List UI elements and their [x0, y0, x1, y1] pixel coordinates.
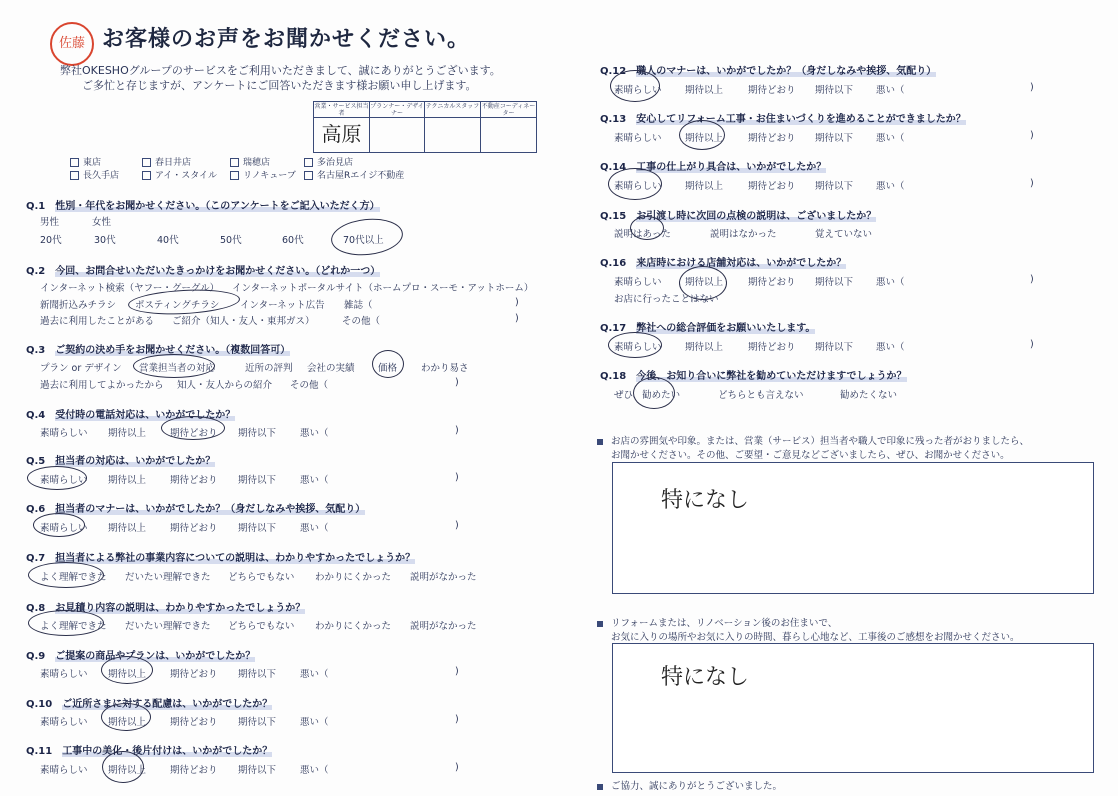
- question-q6: Q.6 担当者のマナーは、いかがでしたか？（身だしなみや挨拶、気配り）: [26, 504, 366, 515]
- rating-bad[interactable]: 悪い（: [876, 181, 905, 192]
- rating-expected[interactable]: 期待どおり: [170, 475, 218, 486]
- store-item: 東店: [70, 155, 101, 168]
- comment-box-2[interactable]: [612, 643, 1094, 773]
- rating-bad[interactable]: 悪い（: [300, 669, 329, 680]
- question-q16: Q.16 来店時における店舗対応は、いかがでしたか？: [600, 258, 847, 269]
- checkbox-icon[interactable]: [70, 158, 79, 167]
- rating-excellent[interactable]: 素晴らしい: [40, 669, 88, 680]
- staff-realestate-name: [481, 118, 536, 152]
- rating-below[interactable]: 期待以下: [238, 765, 277, 776]
- seal-stamp: 佐藤: [50, 22, 94, 66]
- bullet-square-icon: [597, 621, 603, 627]
- rating-bad-close: ): [455, 520, 459, 531]
- thanks-note: ご協力、誠にありがとうございました。: [597, 778, 782, 792]
- option-age-40s[interactable]: 40代: [157, 235, 179, 246]
- comment-box-1[interactable]: [612, 462, 1094, 594]
- staff-header-technical: テクニカルスタッフ: [425, 102, 481, 118]
- staff-technical-name: [425, 118, 481, 152]
- question-q5: Q.5 担当者の対応は、いかがでしたか？: [26, 456, 216, 467]
- rating-excellent[interactable]: 素晴らしい: [614, 85, 662, 96]
- question-q12: Q.12 職人のマナーは、いかがでしたか？（身だしなみや挨拶、気配り）: [600, 66, 937, 77]
- answer-circle: [161, 416, 225, 440]
- rating-expected[interactable]: 期待どおり: [748, 133, 796, 144]
- checkbox-icon[interactable]: [304, 171, 313, 180]
- rating-expected[interactable]: 期待どおり: [748, 181, 796, 192]
- rating-expected[interactable]: 期待どおり: [170, 669, 218, 680]
- rating-excellent[interactable]: 素晴らしい: [40, 717, 88, 728]
- rating-below[interactable]: 期待以下: [815, 133, 854, 144]
- rating-bad-close: ): [455, 472, 459, 483]
- option-magazine[interactable]: 雑誌（: [344, 300, 373, 311]
- option-acquaintance[interactable]: 知人・友人からの紹介: [177, 380, 273, 391]
- rating-above[interactable]: 期待以上: [108, 669, 147, 680]
- staff-table: [313, 101, 537, 153]
- option-male[interactable]: 男性: [40, 217, 60, 228]
- rating-bad[interactable]: 悪い（: [300, 717, 329, 728]
- explain-yes[interactable]: 説明はあった: [614, 229, 671, 240]
- understand-neutral[interactable]: どちらでもない: [228, 572, 295, 583]
- answer-circle: [33, 513, 85, 537]
- option-magazine-close: ): [515, 297, 519, 308]
- checkbox-icon[interactable]: [230, 158, 239, 167]
- option-clarity[interactable]: わかり易さ: [421, 363, 469, 374]
- rating-bad-close: ): [455, 666, 459, 677]
- store-item: 瑞穂店: [230, 155, 270, 168]
- understand-none[interactable]: 説明がなかった: [410, 621, 477, 632]
- rating-below[interactable]: 期待以下: [815, 342, 854, 353]
- rating-bad[interactable]: 悪い（: [300, 475, 329, 486]
- rating-bad-close: ): [455, 714, 459, 725]
- rating-bad-close: ): [1030, 339, 1034, 350]
- option-reputation[interactable]: 近所の評判: [245, 363, 293, 374]
- rating-excellent[interactable]: 素晴らしい: [40, 475, 88, 486]
- answer-circle: [101, 703, 151, 731]
- rating-expected[interactable]: 期待どおり: [748, 342, 796, 353]
- staff-header-planner: プランナー・デザイナー: [370, 103, 424, 117]
- option-other[interactable]: その他（: [342, 316, 381, 327]
- answer-circle: [630, 216, 664, 240]
- rating-bad[interactable]: 悪い（: [876, 342, 905, 353]
- rating-expected[interactable]: 期待どおり: [748, 277, 796, 288]
- answer-circle: [27, 466, 87, 490]
- rating-above[interactable]: 期待以上: [685, 277, 724, 288]
- rating-below[interactable]: 期待以下: [238, 669, 277, 680]
- rating-bad[interactable]: 悪い（: [300, 523, 329, 534]
- rating-above[interactable]: 期待以上: [108, 428, 147, 439]
- question-q9: Q.9 ご提案の商品やプランは、いかがでしたか？: [26, 651, 256, 662]
- rating-bad-close: ): [455, 425, 459, 436]
- option-internet-ad[interactable]: インターネット広告: [240, 300, 325, 311]
- answer-circle: [633, 377, 675, 409]
- question-q17: Q.17 弊社への総合評価をお願いいたします。: [600, 323, 816, 334]
- staff-header-realestate: 不動産コーディネーター: [481, 103, 536, 117]
- rating-expected[interactable]: 期待どおり: [170, 717, 218, 728]
- intro-line-2: ご多忙と存じますが、アンケートにご回答いただきます様お願い申し上げます。: [82, 79, 477, 92]
- staff-sales-name: 高原: [314, 118, 370, 152]
- staff-planner-name: [370, 118, 425, 152]
- rating-below[interactable]: 期待以下: [238, 475, 277, 486]
- question-q7: Q.7 担当者による弊社の事業内容についての説明は、わかりやすかったでしょうか？: [26, 553, 416, 564]
- understand-none[interactable]: 説明がなかった: [410, 572, 477, 583]
- understand-mostly[interactable]: だいたい理解できた: [125, 572, 211, 583]
- question-q1: Q.1 性別・年代をお聞かせください。（このアンケートをご記入いただく方）: [26, 201, 380, 212]
- rating-below[interactable]: 期待以下: [815, 277, 854, 288]
- rating-expected[interactable]: 期待どおり: [170, 523, 218, 534]
- rating-bad-close: ): [1030, 82, 1034, 93]
- answer-circle: [329, 215, 404, 258]
- never-visited-store[interactable]: お店に行ったことはない: [614, 294, 719, 305]
- answer-circle: [608, 332, 662, 358]
- rating-expected[interactable]: 期待どおり: [748, 85, 796, 96]
- option-price[interactable]: 価格: [378, 363, 398, 374]
- answer-circle: [28, 610, 104, 636]
- checkbox-icon[interactable]: [230, 171, 239, 180]
- recommend-neutral[interactable]: どちらとも言えない: [718, 390, 804, 401]
- rating-above[interactable]: 期待以上: [108, 523, 147, 534]
- rating-above[interactable]: 期待以上: [685, 342, 724, 353]
- comment-prompt-1b: お聞かせください。その他、ご要望・ご意見などございましたら、ぜひ、お聞かせください。: [611, 450, 1010, 461]
- question-q14: Q.14 工事の仕上がり具合は、いかがでしたか？: [600, 162, 827, 173]
- option-other[interactable]: その他（: [290, 380, 329, 391]
- understand-neutral[interactable]: どちらでもない: [228, 621, 295, 632]
- understand-well[interactable]: よく理解できた: [40, 572, 107, 583]
- rating-excellent[interactable]: 素晴らしい: [614, 133, 662, 144]
- answer-circle: [101, 656, 153, 684]
- explain-no[interactable]: 説明はなかった: [710, 229, 777, 240]
- question-q8: Q.8 お見積り内容の説明は、わかりやすかったでしょうか？: [26, 603, 306, 614]
- bullet-square-icon: [597, 439, 603, 445]
- rating-below[interactable]: 期待以下: [238, 717, 277, 728]
- option-age-50s[interactable]: 50代: [220, 235, 242, 246]
- option-female[interactable]: 女性: [92, 217, 112, 228]
- rating-below[interactable]: 期待以下: [815, 85, 854, 96]
- rating-excellent[interactable]: 素晴らしい: [614, 277, 662, 288]
- understand-mostly[interactable]: だいたい理解できた: [125, 621, 211, 632]
- option-age-70s[interactable]: 70代以上: [343, 235, 384, 246]
- rating-below[interactable]: 期待以下: [238, 523, 277, 534]
- store-item: 長久手店: [70, 168, 119, 181]
- option-other-close: ): [515, 313, 519, 324]
- rating-expected[interactable]: 期待どおり: [170, 765, 218, 776]
- question-q4: Q.4 受付時の電話対応は、いかがでしたか？: [26, 410, 236, 421]
- question-q2: Q.2 今回、お問合せいただいたきっかけをお聞かせください。（どれか一つ）: [26, 266, 381, 277]
- option-good-experience[interactable]: 過去に利用してよかったから: [40, 380, 164, 391]
- checkbox-icon[interactable]: [70, 171, 79, 180]
- intro-line-1: 弊社OKESHOグループのサービスをご利用いただきまして、誠にありがとうございます。: [60, 64, 501, 77]
- option-posting-flyer[interactable]: ポスティングチラシ: [135, 300, 220, 311]
- staff-header-sales: 営業・サービス担当者: [314, 103, 369, 117]
- option-portal-site[interactable]: インターネットポータルサイト（ホームプロ・スーモ・アットホーム）: [232, 283, 534, 294]
- rating-below[interactable]: 期待以下: [238, 428, 277, 439]
- checkbox-icon[interactable]: [304, 158, 313, 167]
- option-internet-search[interactable]: インターネット検索（ヤフー・グーグル）: [40, 283, 220, 294]
- page-title: お客様のお声をお聞かせください。: [102, 27, 471, 52]
- option-age-30s[interactable]: 30代: [94, 235, 116, 246]
- rating-excellent[interactable]: 素晴らしい: [40, 428, 88, 439]
- answer-circle: [679, 120, 725, 150]
- understand-well[interactable]: よく理解できた: [40, 621, 107, 632]
- answer-circle: [28, 562, 104, 588]
- rating-excellent[interactable]: 素晴らしい: [40, 765, 88, 776]
- answer-circle: [608, 168, 662, 200]
- rating-excellent[interactable]: 素晴らしい: [614, 342, 662, 353]
- store-item: 名古屋Rエイジ不動産: [304, 168, 404, 181]
- option-sales-response[interactable]: 営業担当者の対応: [139, 363, 216, 374]
- bullet-square-icon: [597, 784, 603, 790]
- rating-excellent[interactable]: 素晴らしい: [614, 181, 662, 192]
- comment-prompt-2b: お気に入りの場所やお気に入りの時間、暮らし心地など、工事後のご感想をお聞かせください。: [611, 632, 1020, 643]
- rating-above[interactable]: 期待以上: [108, 717, 147, 728]
- rating-above[interactable]: 期待以上: [685, 85, 724, 96]
- recommend-yes[interactable]: ぜひ、勧めたい: [614, 390, 681, 401]
- checkbox-icon[interactable]: [142, 158, 151, 167]
- comment-prompt-1a: お店の雰囲気や印象。または、営業（サービス）担当者や職人で印象に残った者がおりましたら、: [597, 433, 1029, 447]
- question-q10: Q.10 ご近所さまに対する配慮は、いかがでしたか？: [26, 699, 273, 710]
- question-q18: Q.18 今後、お知り合いに弊社を勧めていただけますでしょうか？: [600, 371, 907, 382]
- rating-bad-close: ): [455, 762, 459, 773]
- rating-bad[interactable]: 悪い（: [300, 765, 329, 776]
- answer-circle: [102, 751, 147, 783]
- option-age-20s[interactable]: 20代: [40, 235, 62, 246]
- understand-hard[interactable]: わかりにくかった: [315, 621, 392, 632]
- answer-circle: [133, 354, 215, 378]
- option-used-before[interactable]: 過去に利用したことがある: [40, 316, 155, 327]
- option-track-record[interactable]: 会社の実績: [307, 363, 355, 374]
- option-newspaper-flyer[interactable]: 新聞折込みチラシ: [40, 300, 117, 311]
- comment-prompt-2a: リフォームまたは、リノベーション後のお住まいで、: [597, 615, 837, 629]
- handwritten-answer-1: 特になし: [661, 488, 750, 513]
- answer-circle: [372, 350, 404, 378]
- understand-hard[interactable]: わかりにくかった: [315, 572, 392, 583]
- rating-bad[interactable]: 悪い（: [300, 428, 329, 439]
- handwritten-answer-2: 特になし: [661, 665, 750, 690]
- store-item: 春日井店: [142, 155, 191, 168]
- checkbox-icon[interactable]: [142, 171, 151, 180]
- rating-bad-close: ): [1030, 274, 1034, 285]
- rating-above[interactable]: 期待以上: [108, 765, 147, 776]
- answer-circle: [610, 70, 660, 102]
- rating-above[interactable]: 期待以上: [108, 475, 147, 486]
- store-item: アイ・スタイル: [142, 168, 217, 181]
- option-age-60s[interactable]: 60代: [282, 235, 304, 246]
- rating-excellent[interactable]: 素晴らしい: [40, 523, 88, 534]
- store-item: 多治見店: [304, 155, 353, 168]
- recommend-no[interactable]: 勧めたくない: [840, 390, 898, 401]
- explain-dont-remember[interactable]: 覚えていない: [815, 229, 873, 240]
- rating-expected[interactable]: 期待どおり: [170, 428, 218, 439]
- rating-bad[interactable]: 悪い（: [876, 85, 905, 96]
- option-referral[interactable]: ご紹介（知人・友人・東邦ガス）: [172, 316, 315, 327]
- rating-bad-close: ): [1030, 130, 1034, 141]
- question-q11: Q.11 工事中の美化・後片付けは、いかがでしたか？: [26, 746, 273, 757]
- rating-above[interactable]: 期待以上: [685, 133, 724, 144]
- question-q3: Q.3 ご契約の決め手をお聞かせください。（複数回答可）: [26, 345, 291, 356]
- option-plan-design[interactable]: プラン or デザイン: [40, 363, 122, 374]
- question-q15: Q.15 お引渡し時に次回の点検の説明は、ございましたか？: [600, 211, 877, 222]
- option-other-close: ): [455, 377, 459, 388]
- rating-below[interactable]: 期待以下: [815, 181, 854, 192]
- rating-bad-close: ): [1030, 178, 1034, 189]
- rating-bad[interactable]: 悪い（: [876, 133, 905, 144]
- answer-circle: [679, 266, 727, 300]
- rating-bad[interactable]: 悪い（: [876, 277, 905, 288]
- rating-above[interactable]: 期待以上: [685, 181, 724, 192]
- store-item: リノキューブ: [230, 168, 296, 181]
- question-q13: Q.13 安心してリフォーム工事・お住まいづくりを進めることができましたか？: [600, 114, 966, 125]
